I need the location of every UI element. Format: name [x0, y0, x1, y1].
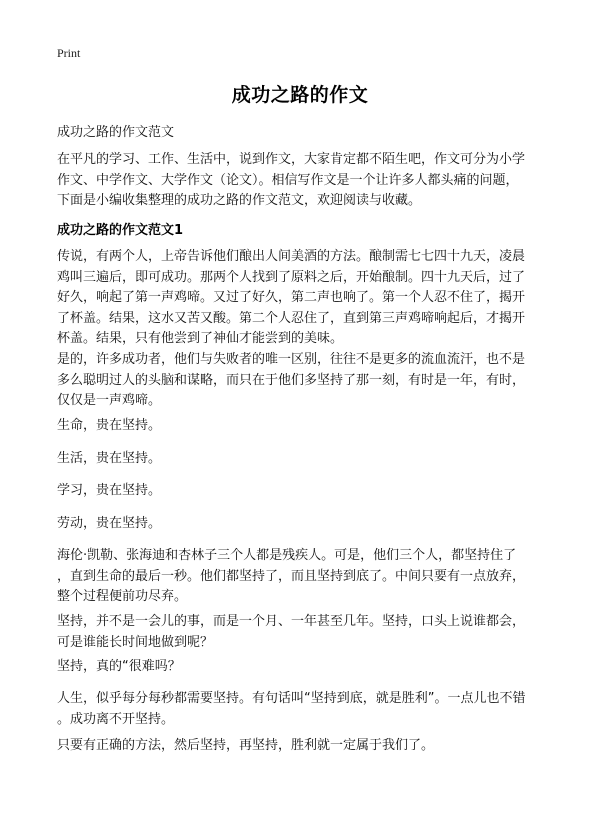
body-paragraph: 只要有正确的方法，然后坚持，再坚持，胜利就一定属于我们了。 — [57, 738, 435, 753]
body-paragraph: 劳动，贵在坚持。 — [57, 516, 162, 531]
body-paragraph: 生活，贵在坚持。 — [57, 451, 162, 466]
document-subtitle: 成功之路的作文范文 — [57, 125, 175, 140]
body-paragraph: 坚持，并不是一会儿的事，而是一个月、一年甚至几年。坚持，口头上说谁都会， 可是谁能长时间地做到呢？ — [57, 614, 526, 650]
section-heading: 成功之路的作文范文1 — [57, 223, 184, 238]
intro-paragraph: 在平凡的学习、工作、生活中，说到作文，大家肯定都不陌生吧，作文可分为小学 作文、中学作文、大学作文（论文）。相信写作文是一个让许多人都头痛的问题， 下面是小编收集整理的成功之路的作文范文，欢迎阅读与收藏。 — [57, 152, 526, 208]
body-paragraph: 是的，许多成功者，他们与失败者的唯一区别，往往不是更多的流血流汗，也不是 多么聪明过人的头脑和谋略，而只在于他们多坚持了那一刻，有时是一年，有时， 仅仅是一声鸡啼。 — [57, 352, 526, 408]
document-title: 成功之路的作文 — [231, 84, 369, 106]
body-paragraph: 传说，有两个人，上帝告诉他们酿出人间美酒的方法。酿制需七七四十九天，凌晨 鸡叫三遍后，即可成功。那两个人找到了原料之后，开始酿制。四十九天后，过了 好久，响起了第一声鸡啼。又过了好久，第二声也响了。第一个人忍不住了，揭开 了杯盖。结果，这水又苦又酸。第二个人忍住了，直到第三声鸡啼响起后，才揭开 杯盖。结果，只有他尝到了神仙才能尝到的美味。 — [57, 249, 526, 346]
body-paragraph: 学习，贵在坚持。 — [57, 483, 162, 498]
body-paragraph: 海伦·凯勒、张海迪和杏林子三个人都是残疾人。可是，他们三个人，都坚持住了 ，直到生命的最后一秒。他们都坚持了，而且坚持到底了。中间只要有一点放弃， 整个过程便前功尽弃。 — [57, 548, 526, 604]
print-label: Print — [57, 46, 81, 60]
body-paragraph: 坚持，真的“很难吗？ — [57, 659, 181, 674]
body-paragraph: 人生，似乎每分每秒都需要坚持。有句话叫“坚持到底，就是胜利”。一点儿也不错 。成功离不开坚持。 — [57, 691, 526, 727]
body-paragraph: 生命，贵在坚持。 — [57, 418, 162, 433]
